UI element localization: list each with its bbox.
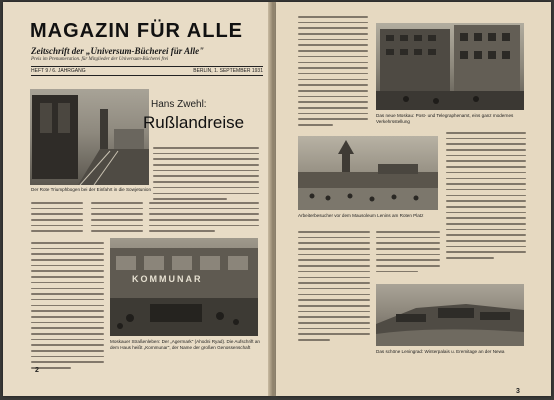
text-column-right-b (446, 132, 526, 263)
text-column-upper (153, 147, 259, 204)
article-author: Hans Zwehl: (151, 99, 207, 110)
caption-post-office: Das neue Moskau: Post- und Telegraphenamt, eins ganz modernes Verkehrsstellung (376, 113, 514, 124)
photo-moscow-street-drawing (110, 238, 258, 336)
caption-triumphal-arch: Der Rote Triumphbogen bei der Einfahrt in die Sowjetunion (31, 187, 152, 192)
photo-leningrad (376, 284, 524, 346)
issue-number: HEFT 9 / 6. JAHRGANG (31, 68, 86, 74)
photo-triumphal-arch (30, 89, 149, 185)
photo-moscow-street (110, 238, 258, 336)
text-column-left-d (31, 242, 104, 373)
text-column-left-c (149, 202, 259, 236)
photo-lenin-mausoleum-drawing (298, 136, 438, 210)
issue-bar (31, 66, 263, 76)
issue-date: BERLIN, 1. SEPTEMBER 1931 (193, 68, 263, 74)
caption-moscow-street: Moskauer Straßenleben: Der „Agermark" (Ahodni Ryad). Die Aufschrift an dem Haus heißt „Kommunar", der Name der großen Genossenschaft (110, 339, 260, 350)
caption-leningrad: Das schöne Leningrad: Winterpalais u. Eremitage an der Newa (376, 349, 505, 354)
page-number-left: 2 (35, 367, 39, 374)
masthead: MAGAZIN FÜR ALLE (30, 20, 244, 42)
photo-post-office (376, 23, 524, 110)
page-number-right: 3 (516, 388, 520, 395)
shop-sign: KOMMUNAR (132, 274, 203, 284)
photo-leningrad-drawing (376, 284, 524, 346)
left-page (3, 2, 271, 396)
text-column-right-c (298, 231, 370, 345)
photo-post-office-drawing (376, 23, 524, 110)
text-column-left-b (91, 202, 143, 236)
text-column-right-d (376, 231, 440, 277)
photo-lenin-mausoleum (298, 136, 438, 210)
photo-triumphal-arch-drawing (30, 89, 149, 185)
article-title: Rußlandreise (143, 113, 245, 132)
magazine-subline: Preis im Prenumeration. für Mitglieder der Universum-Bücherei frei (31, 57, 169, 62)
right-page (276, 2, 551, 396)
caption-lenin-mausoleum: Arbeiterbesucher vor dem Mausoleum Lenins am Roten Platz (298, 213, 424, 218)
text-column-left-a (31, 202, 83, 236)
text-column-right-a (298, 16, 368, 130)
magazine-subtitle: Zeitschrift der „Universum-Bücherei für Alle" (31, 46, 205, 56)
